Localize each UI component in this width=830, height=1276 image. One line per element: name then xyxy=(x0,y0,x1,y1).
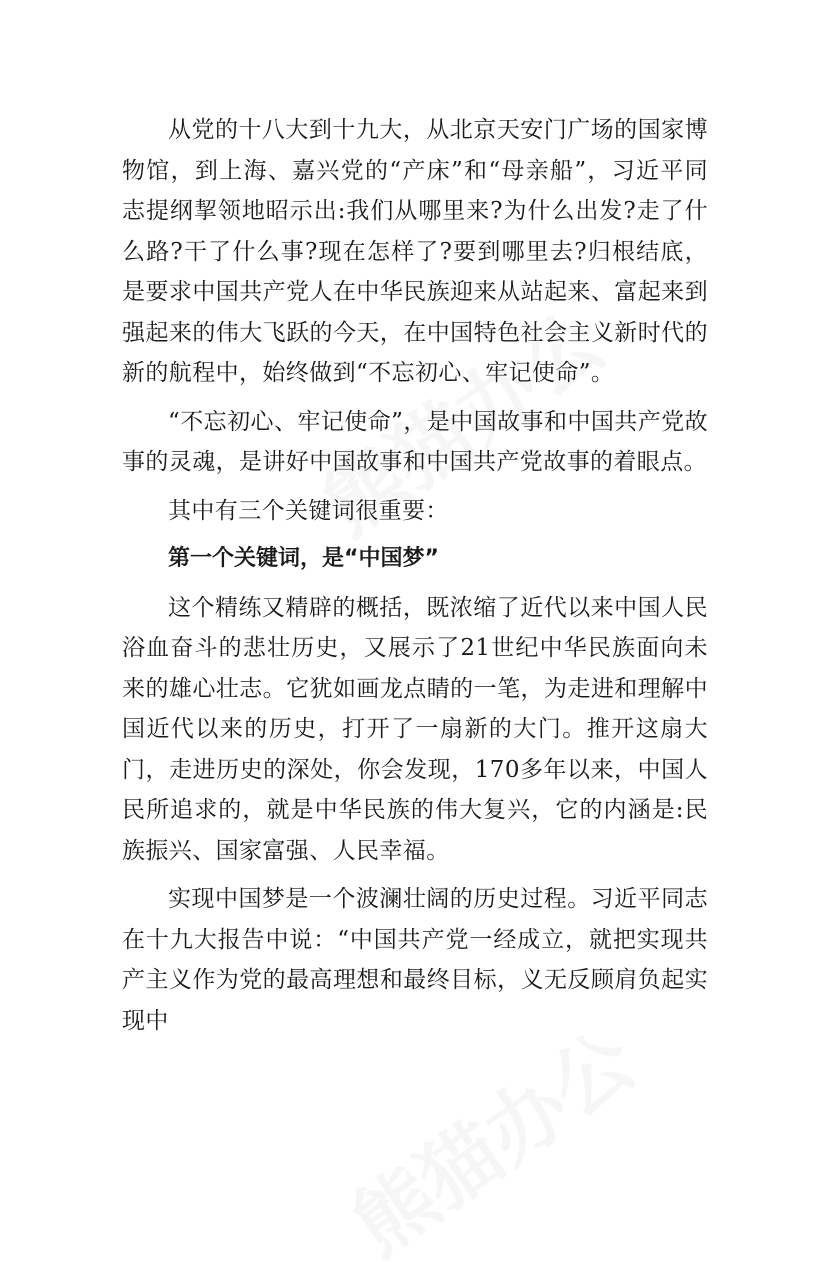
paragraph-china-dream: 这个精练又精辟的概括，既浓缩了近代以来中国人民浴血奋斗的悲壮历史，又展示了21世纪中华民族面向未来的雄心壮志。它犹如画龙点睛的一笔，为走进和理解中国近代以来的历史，打开了一扇新的大门。推开这扇大门，走进历史的深处，你会发现，170多年以来，中国人民所追求的，就是中华民族的伟大复兴，它的内涵是:民族振兴、国家富强、人民幸福。 xyxy=(122,594,708,864)
paragraph-intro: 从党的十八大到十九大，从北京天安门广场的国家博物馆，到上海、嘉兴党的“产床”和“母亲船”，习近平同志提纲挈领地昭示出:我们从哪里来?为什么出发?走了什么路?干了什么事?现在怎样了?要到哪里去?归根结底，是要求中国共产党人在中华民族迎来从站起来、富起来到强起来的伟大飞跃的今天，在中国特色社会主义新时代的新的航程中，始终做到“不忘初心、牢记使命”。 xyxy=(122,117,708,386)
document-body xyxy=(122,110,708,1041)
paragraph-keywords-intro: 其中有三个关键词很重要： xyxy=(168,497,449,524)
paragraph-historical-process: 实现中国梦是一个波澜壮阔的历史过程。习近平同志在十九大报告中说：“中国共产党一经成立，就把实现共产主义作为党的最高理想和最终目标，义无反顾肩负起实现中 xyxy=(122,886,708,1034)
paragraph-soul: “不忘初心、牢记使命”，是中国故事和中国共产党故事的灵魂，是讲好中国故事和中国共产党故事的着眼点。 xyxy=(122,408,708,475)
section-heading: 第一个关键词，是“中国梦” xyxy=(168,546,439,571)
